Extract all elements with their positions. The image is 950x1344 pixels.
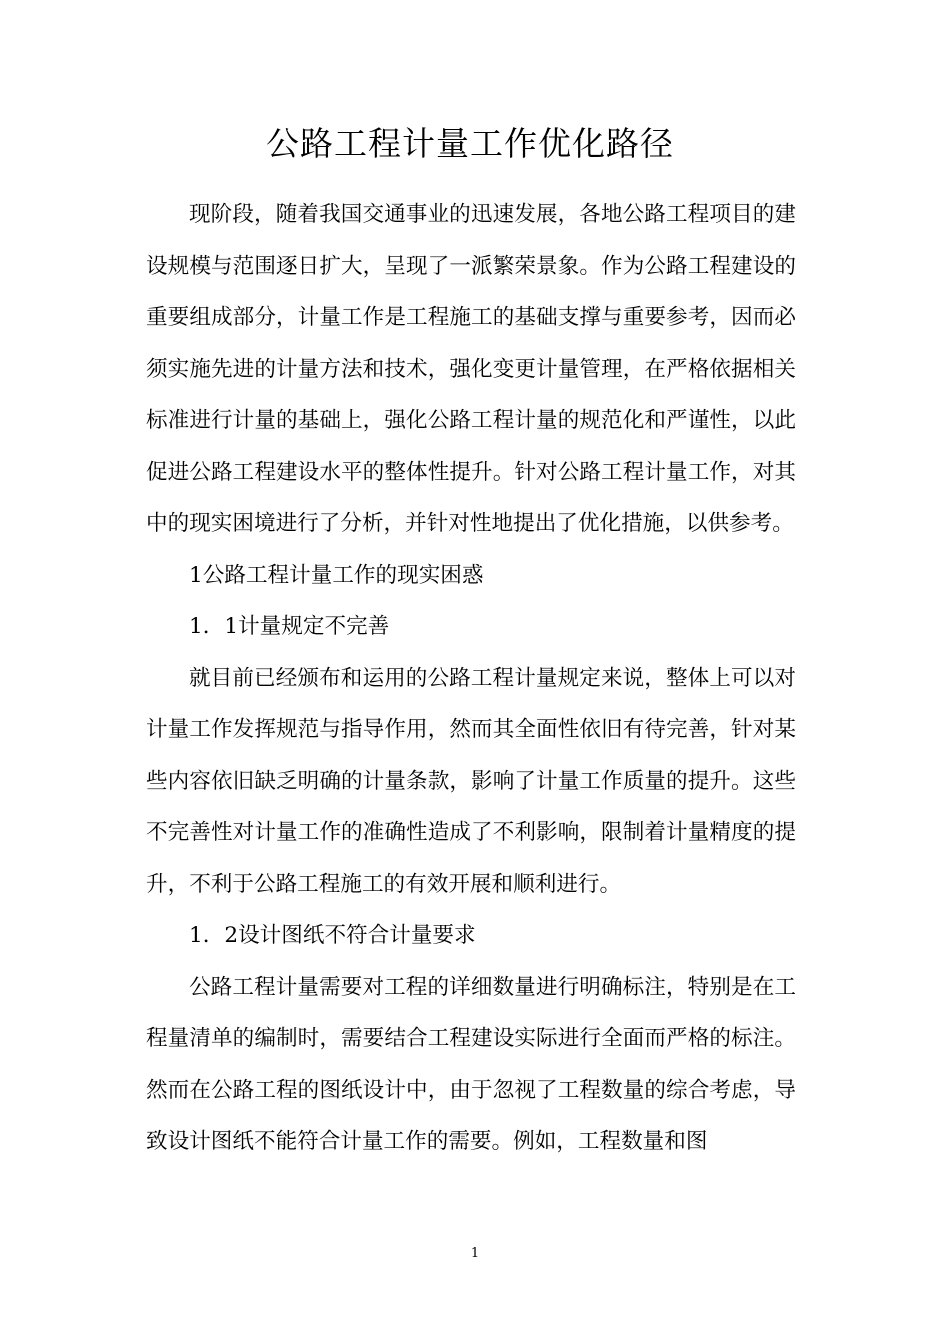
section-heading-1-1	[146, 601, 796, 653]
section-number: 1．1	[189, 614, 239, 639]
document-title: 公路工程计量工作优化路径	[266, 124, 674, 163]
section-heading-1	[146, 550, 796, 602]
section-number: 1	[189, 562, 203, 588]
section-title: 计量规定不完善	[238, 614, 390, 639]
section-1-1-paragraph: 就目前已经颁布和运用的公路工程计量规定来说，整体上可以对计量工作发挥规范与指导作用，然而其全面性依旧有待完善，针对某些内容依旧缺乏明确的计量条款，影响了计量工作质量的提升。这些不完善性对计量工作的准确性造成了不利影响，限制着计量精度的提升，不利于公路工程施工的有效开展和顺利进行。	[146, 665, 796, 897]
intro-paragraph: 现阶段，随着我国交通事业的迅速发展，各地公路工程项目的建设规模与范围逐日扩大，呈现了一派繁荣景象。作为公路工程建设的重要组成部分，计量工作是工程施工的基础支撑与重要参考，因而必须实施先进的计量方法和技术，强化变更计量管理，在严格依据相关标准进行计量的基础上，强化公路工程计量的规范化和严谨性，以此促进公路工程建设水平的整体性提升。针对公路工程计量工作，对其中的现实困境进行了分析，并针对性地提出了优化措施，以供参考。	[146, 202, 796, 536]
section-1-2-paragraph: 公路工程计量需要对工程的详细数量进行明确标注，特别是在工程量清单的编制时，需要结合工程建设实际进行全面而严格的标注。然而在公路工程的图纸设计中，由于忽视了工程数量的综合考虑，导致设计图纸不能符合计量工作的需要。例如，工程数量和图	[146, 974, 796, 1154]
section-title: 设计图纸不符合计量要求	[238, 923, 476, 948]
section-heading-1-2	[146, 910, 796, 962]
document-body	[146, 189, 796, 1168]
section-title: 公路工程计量工作的现实困惑	[202, 562, 484, 588]
page-number: 1	[470, 1246, 480, 1261]
section-number: 1．2	[189, 923, 239, 948]
